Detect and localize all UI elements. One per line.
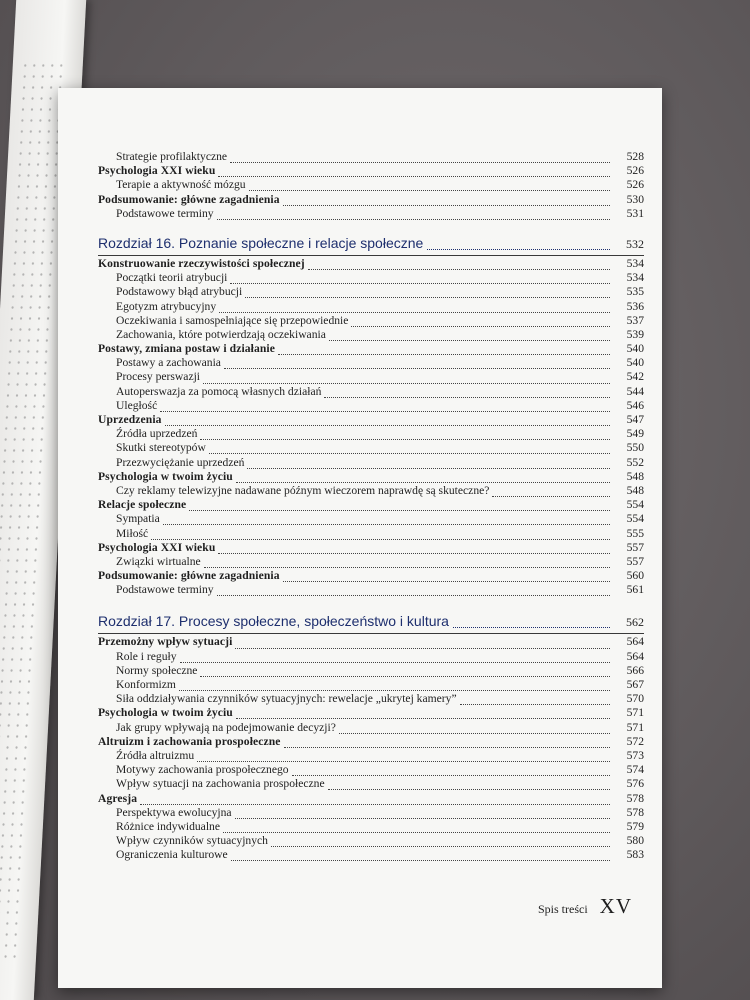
- dot-leader: [189, 503, 610, 511]
- toc-entry: [98, 555, 644, 569]
- toc-entry-title: Podstawowe terminy: [116, 206, 214, 220]
- toc-entry-page: 528: [626, 150, 644, 163]
- chapter-16-heading: [98, 233, 644, 253]
- toc-entry-title: Wpływ czynników sytuacyjnych: [116, 834, 268, 848]
- dot-leader: [218, 546, 610, 554]
- dot-leader: [283, 574, 610, 582]
- toc-entry-page: 573: [626, 748, 644, 762]
- toc-entry: [98, 806, 644, 820]
- dot-leader: [163, 517, 610, 525]
- toc-entry-title: Psychologia XXI wieku: [98, 540, 216, 554]
- toc-entry-page: 540: [626, 342, 644, 356]
- toc-entry: [98, 749, 644, 763]
- toc-entry-title: Różnice indywidualne: [116, 819, 220, 833]
- toc-entry: [98, 257, 644, 271]
- toc-entry-page: 552: [626, 455, 644, 469]
- toc-section-b: [98, 257, 644, 598]
- toc-entry: [98, 777, 644, 791]
- toc-entry-title: Miłość: [116, 526, 149, 540]
- toc-entry: [98, 721, 644, 735]
- dot-leader: [165, 418, 610, 426]
- toc-entry-page: 534: [626, 271, 644, 285]
- toc-entry-page: 554: [626, 498, 644, 512]
- page-number: 562: [626, 615, 644, 630]
- dot-leader: [351, 319, 610, 327]
- toc-entry-title: Terapie a aktywność mózgu: [116, 178, 246, 192]
- dot-leader: [200, 432, 610, 440]
- toc-entry-page: 583: [626, 848, 644, 862]
- dot-leader: [324, 390, 610, 398]
- dot-leader: [180, 655, 610, 663]
- toc-entry-page: 534: [626, 256, 644, 270]
- dot-leader: [204, 560, 610, 568]
- toc-entry-title: Agresja: [98, 791, 138, 805]
- toc-entry: [98, 706, 644, 720]
- toc-entry: [98, 527, 644, 541]
- toc-entry: [98, 484, 644, 498]
- toc-entry: [98, 271, 644, 285]
- toc-entry: [98, 285, 644, 299]
- toc-entry: [98, 413, 644, 427]
- toc-entry-page: 548: [626, 469, 644, 483]
- toc-entry-title: Związki wirtualne: [116, 554, 201, 568]
- toc-entry-page: 555: [626, 526, 644, 540]
- toc-entry: [98, 456, 644, 470]
- toc-entry-page: 539: [626, 327, 644, 341]
- toc-entry-title: Podsumowanie: główne zagadnienia: [98, 192, 280, 206]
- toc-entry: [98, 820, 644, 834]
- toc-entry: [98, 792, 644, 806]
- toc-entry: [98, 164, 644, 178]
- footer-label: Spis treści: [537, 902, 588, 916]
- dot-leader: [284, 740, 610, 748]
- toc-entry-page: 578: [626, 791, 644, 805]
- dot-leader: [292, 768, 610, 776]
- toc-entry-title: Altruizm i zachowania prospołeczne: [98, 734, 281, 748]
- dot-leader: [219, 305, 610, 313]
- toc-entry-page: 550: [626, 441, 644, 455]
- toc-entry: [98, 498, 644, 512]
- toc-entry-page: 526: [626, 164, 644, 178]
- toc-entry-title: Skutki stereotypów: [116, 441, 206, 455]
- toc-entry: [98, 583, 644, 597]
- toc-entry-title: Konformizm: [116, 678, 176, 691]
- toc-entry-page: 564: [626, 649, 644, 663]
- toc-entry-page: 547: [626, 413, 644, 426]
- toc-entry-page: 571: [626, 706, 644, 720]
- toc-entry-title: Wpływ sytuacji na zachowania prospołeczne: [116, 777, 325, 791]
- toc-entry: [98, 692, 644, 706]
- toc-entry: [98, 207, 644, 221]
- toc-entry-title: Czy reklamy telewizyjne nadawane późnym wieczorem naprawdę są skuteczne?: [116, 483, 490, 497]
- toc-entry-title: Początki teorii atrybucji: [116, 271, 228, 285]
- toc-entry-page: 535: [626, 285, 644, 299]
- toc-entry-title: Sympatia: [116, 512, 160, 526]
- dot-leader: [308, 262, 610, 270]
- toc-entry: [98, 635, 644, 649]
- toc-entry-page: 564: [626, 635, 644, 649]
- toc-entry-title: Procesy perswazji: [116, 370, 201, 384]
- toc-entry-title: Motywy zachowania prospołecznego: [116, 763, 289, 777]
- toc-entry-page: 570: [626, 692, 644, 706]
- toc-entry-page: 531: [626, 206, 644, 220]
- toc-entry-title: Psychologia w twoim życiu: [98, 469, 233, 483]
- toc-entry-title: Psychologia XXI wieku: [98, 164, 216, 178]
- toc-entry-title: Siła oddziaływania czynników sytuacyjnych: rewelacje „ukrytej kamery”: [116, 692, 457, 706]
- dot-leader: [200, 669, 610, 677]
- chapter-rule: [98, 255, 644, 256]
- dot-leader: [328, 782, 610, 790]
- page-footer: [538, 894, 632, 919]
- dot-leader: [453, 619, 610, 628]
- toc-entry-page: 566: [626, 663, 644, 677]
- dot-leader: [427, 241, 610, 250]
- toc-entry: [98, 664, 644, 678]
- dot-leader: [329, 333, 610, 341]
- toc-entry-title: Jak grupy wpływają na podejmowanie decyzji?: [116, 720, 336, 734]
- toc-entry-title: Źródła uprzedzeń: [116, 427, 198, 441]
- toc-entry-page: 546: [626, 398, 644, 412]
- dot-leader: [231, 853, 610, 861]
- dot-leader: [235, 641, 610, 649]
- toc-entry-title: Ograniczenia kulturowe: [116, 848, 228, 862]
- toc-entry: [98, 650, 644, 664]
- toc-entry-page: 580: [626, 834, 644, 848]
- toc-entry-page: 537: [626, 313, 644, 327]
- toc-entry: [98, 848, 644, 862]
- dot-leader: [217, 212, 610, 220]
- toc-entry-page: 554: [626, 512, 644, 526]
- toc-entry-title: Uległość: [116, 398, 158, 412]
- toc-entry-title: Przezwyciężanie uprzedzeń: [116, 455, 245, 469]
- toc-entry-page: 579: [626, 819, 644, 833]
- dot-leader: [283, 198, 610, 206]
- toc-entry: [98, 441, 644, 455]
- toc-entry-page: 576: [626, 777, 644, 791]
- toc-entry-title: Postawy a zachowania: [116, 356, 221, 370]
- dot-leader: [236, 711, 610, 719]
- toc-section-c: [98, 635, 644, 862]
- left-page-dot-leaders: [0, 60, 67, 960]
- toc-entry: [98, 512, 644, 526]
- dot-leader: [140, 797, 610, 805]
- toc-entry: [98, 763, 644, 777]
- dot-leader: [460, 697, 610, 705]
- toc-entry-page: 560: [626, 569, 644, 583]
- dot-leader: [209, 446, 610, 454]
- toc-entry: [98, 470, 644, 484]
- toc-entry: [98, 356, 644, 370]
- toc-entry-title: Relacje społeczne: [98, 498, 187, 512]
- toc-entry-title: Postawy, zmiana postaw i działanie: [98, 342, 275, 356]
- toc-entry-page: 578: [626, 805, 644, 819]
- dot-leader: [230, 276, 610, 284]
- toc-entry-title: Autoperswazja za pomocą własnych działań: [116, 384, 322, 398]
- dot-leader: [230, 155, 610, 163]
- toc-entry: [98, 569, 644, 583]
- dot-leader: [160, 404, 610, 412]
- toc-entry-title: Strategie profilaktyczne: [116, 150, 228, 163]
- toc-entry: [98, 370, 644, 384]
- toc-entry-page: 571: [626, 720, 644, 734]
- chapter-rule: [98, 633, 644, 634]
- toc-entry: [98, 427, 644, 441]
- toc-entry-page: 526: [626, 178, 644, 192]
- toc-entry: [98, 541, 644, 555]
- toc-entry-title: Źródła altruizmu: [116, 748, 195, 762]
- dot-leader: [278, 347, 610, 355]
- book-page: [58, 88, 662, 988]
- dot-leader: [339, 726, 610, 734]
- toc-entry-page: 530: [626, 192, 644, 206]
- toc-entry-page: 542: [626, 370, 644, 384]
- dot-leader: [179, 683, 610, 691]
- toc-entry: [98, 178, 644, 192]
- chapter-17-heading: [98, 611, 644, 631]
- dot-leader: [218, 169, 610, 177]
- toc-entry-page: 536: [626, 299, 644, 313]
- toc-entry: [98, 193, 644, 207]
- page-number: 532: [626, 236, 644, 251]
- toc-entry-title: Role i reguły: [116, 649, 177, 663]
- toc-entry-page: 561: [626, 583, 644, 597]
- toc-entry: [98, 314, 644, 328]
- dot-leader: [203, 376, 610, 384]
- dot-leader: [224, 361, 610, 369]
- dot-leader: [151, 532, 610, 540]
- chapter-title: Rozdział 17. Procesy społeczne, społeczeństwo i kultura: [98, 613, 449, 630]
- toc-entry-title: Podsumowanie: główne zagadnienia: [98, 569, 280, 583]
- toc-entry-title: Podstawowe terminy: [116, 583, 214, 597]
- toc-entry-page: 557: [626, 540, 644, 554]
- toc-entry-page: 557: [626, 554, 644, 568]
- toc-entry-page: 574: [626, 763, 644, 777]
- dot-leader: [247, 461, 610, 469]
- dot-leader: [249, 183, 610, 191]
- toc-entry-title: Oczekiwania i samospełniające się przepowiednie: [116, 313, 349, 327]
- toc-entry-page: 544: [626, 384, 644, 398]
- toc-entry: [98, 834, 644, 848]
- dot-leader: [236, 475, 610, 483]
- footer-page-number: XV: [599, 894, 632, 918]
- toc-entry: [98, 678, 644, 692]
- toc-entry: [98, 385, 644, 399]
- toc-entry: [98, 399, 644, 413]
- toc-entry-page: 548: [626, 483, 644, 497]
- toc-entry-title: Perspektywa ewolucyjna: [116, 805, 232, 819]
- toc-entry: [98, 300, 644, 314]
- dot-leader: [197, 754, 610, 762]
- toc-entry-title: Normy społeczne: [116, 663, 198, 677]
- dot-leader: [235, 811, 610, 819]
- dot-leader: [271, 839, 610, 847]
- toc-section-a: [98, 150, 644, 221]
- toc-entry-title: Egotyzm atrybucyjny: [116, 299, 217, 313]
- toc-entry-title: Konstruowanie rzeczywistości społecznej: [98, 256, 305, 270]
- toc-entry: [98, 342, 644, 356]
- toc-entry-title: Zachowania, które potwierdzają oczekiwania: [116, 327, 326, 341]
- dot-leader: [245, 290, 610, 298]
- chapter-title: Rozdział 16. Poznanie społeczne i relacje społeczne: [98, 234, 424, 251]
- table-of-contents: [98, 150, 644, 862]
- toc-entry: [98, 150, 644, 164]
- toc-entry-title: Podstawowy błąd atrybucji: [116, 285, 243, 299]
- dot-leader: [492, 489, 610, 497]
- toc-entry-title: Psychologia w twoim życiu: [98, 706, 233, 720]
- toc-entry-page: 540: [626, 356, 644, 370]
- toc-entry-title: Przemożny wpływ sytuacji: [98, 635, 233, 649]
- dot-leader: [217, 588, 610, 596]
- toc-entry: [98, 735, 644, 749]
- dot-leader: [223, 825, 610, 833]
- toc-entry-page: 572: [626, 734, 644, 748]
- toc-entry-page: 549: [626, 427, 644, 441]
- toc-entry-title: Uprzedzenia: [98, 413, 162, 426]
- toc-entry-page: 567: [626, 678, 644, 691]
- toc-entry: [98, 328, 644, 342]
